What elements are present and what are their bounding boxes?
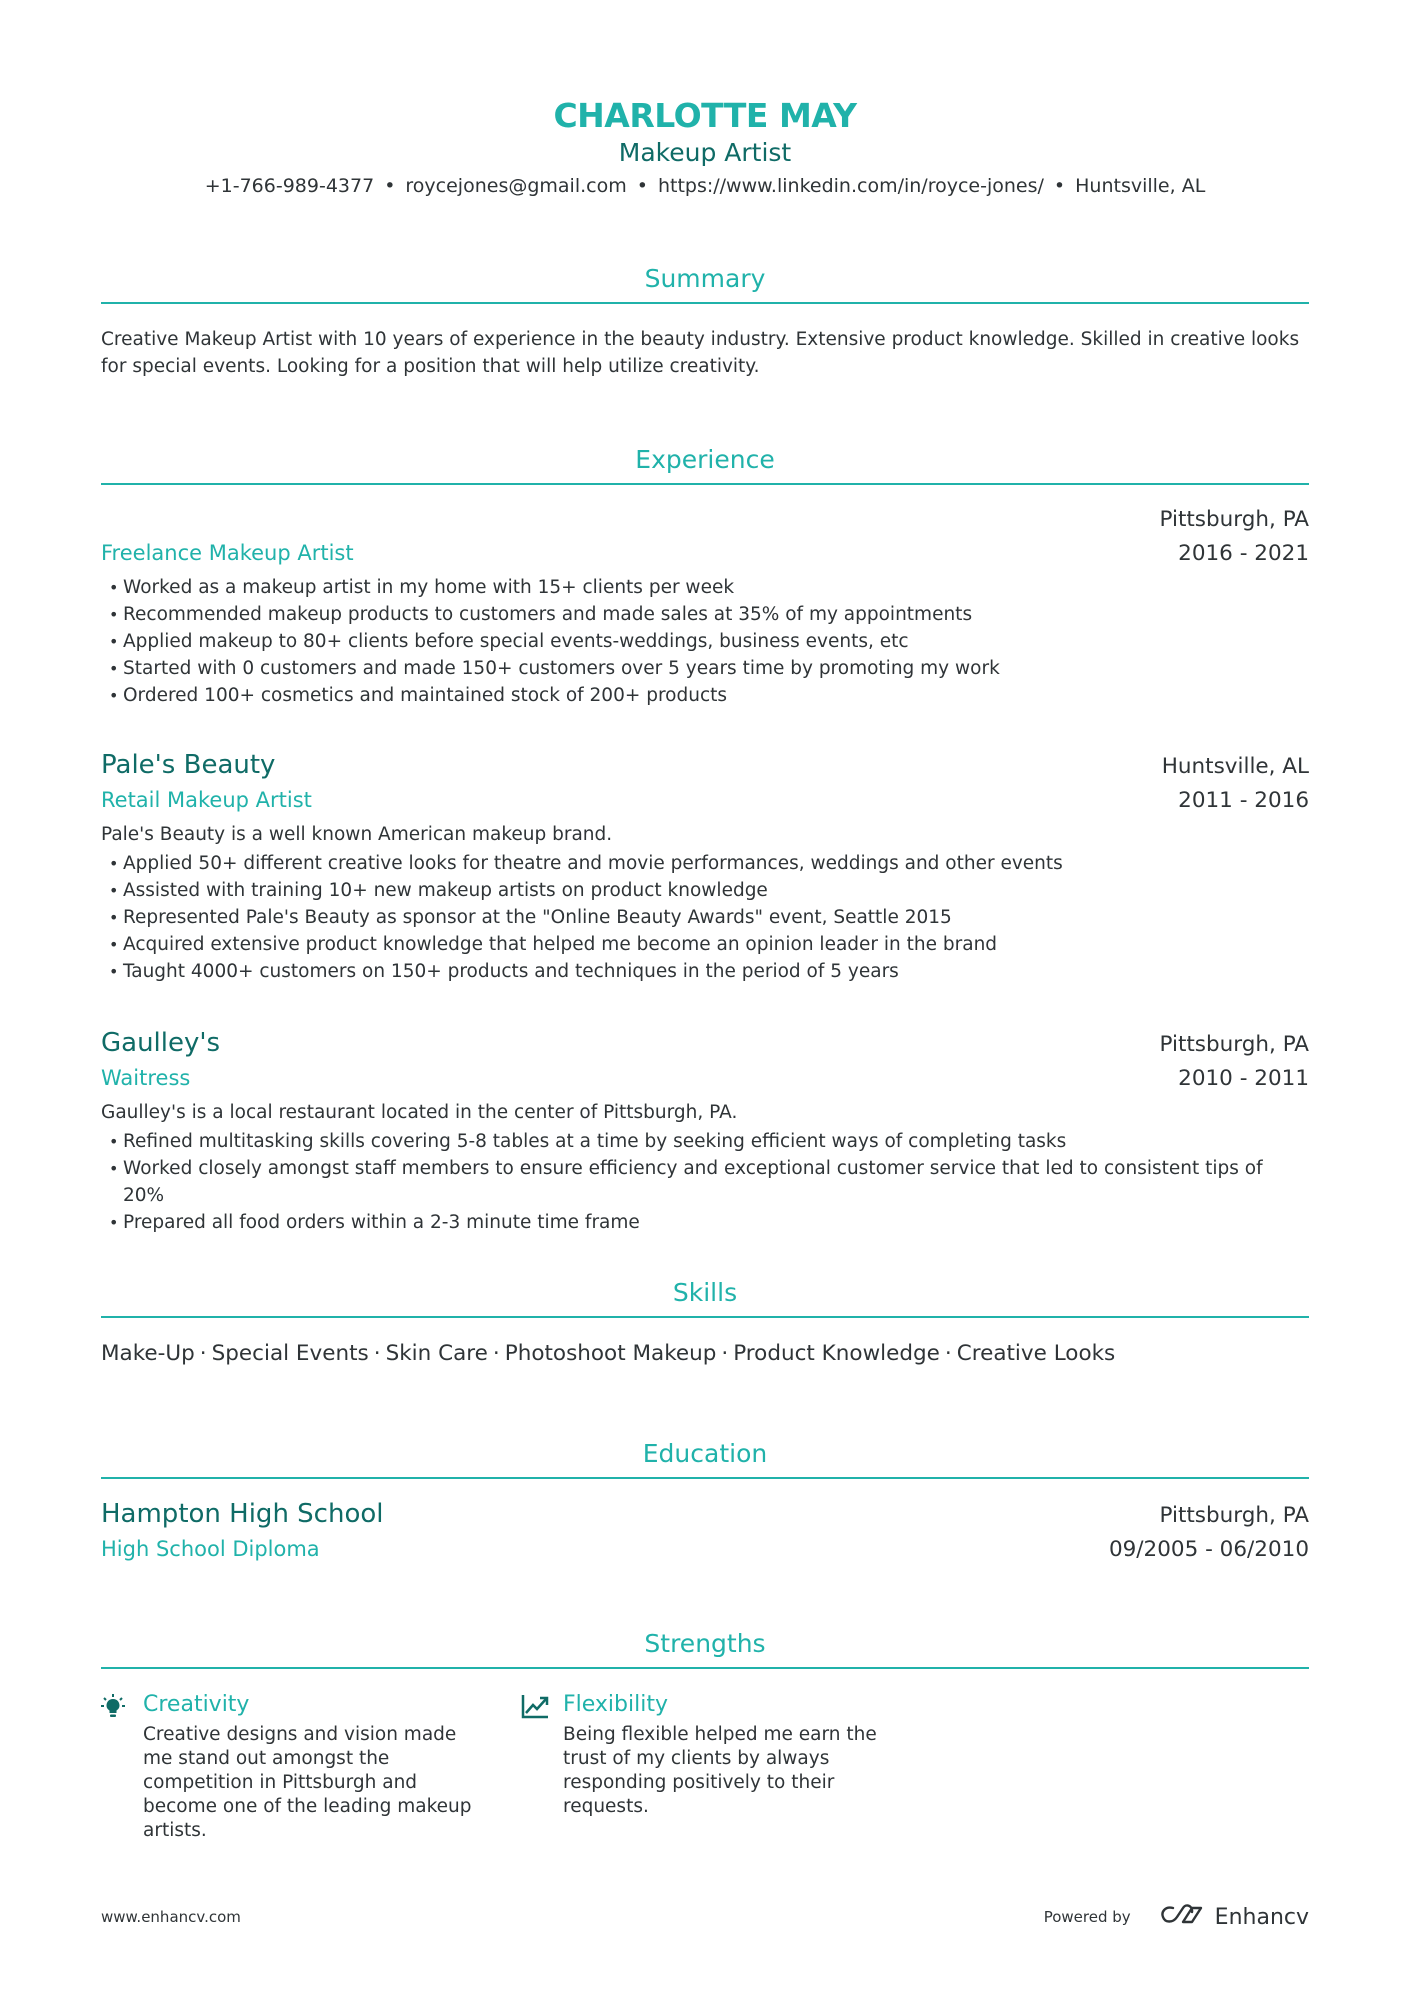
education-heading: Education xyxy=(101,1437,1309,1479)
job-dates: 2011 - 2016 xyxy=(1178,788,1309,813)
school-location: Pittsburgh, PA xyxy=(1159,1503,1309,1528)
job-bullets xyxy=(101,1128,1309,1236)
lightbulb-icon xyxy=(101,1689,143,1843)
separator-dot: · xyxy=(944,1341,952,1366)
job-dates: 2016 - 2021 xyxy=(1178,541,1309,566)
job-role: Freelance Makeup Artist xyxy=(101,541,354,565)
separator-dot: · xyxy=(721,1341,729,1366)
summary-text: Creative Makeup Artist with 10 years of experience in the beauty industry. Extensive product knowledge. Skilled in creative looks for special events. Looking for a position that will help utilize creativity. xyxy=(101,329,1300,377)
job-dates: 2010 - 2011 xyxy=(1178,1066,1309,1091)
strength-text: Being flexible helped me earn the trust of my clients by always responding positively to their requests. xyxy=(563,1724,877,1817)
job-bullets xyxy=(101,850,1309,985)
experience-heading: Experience xyxy=(101,443,1309,485)
footer-website[interactable]: www.enhancv.com xyxy=(101,1908,241,1926)
skills-list xyxy=(101,1338,1309,1370)
skill-item: Make-Up xyxy=(101,1341,195,1366)
experience-entry xyxy=(101,1026,1309,1236)
strength-item xyxy=(101,1689,521,1843)
skill-item: Product Knowledge xyxy=(733,1341,940,1366)
company-description: Pale's Beauty is a well known American makeup brand. xyxy=(101,824,613,845)
candidate-name: CHARLOTTE MAY xyxy=(553,96,857,135)
list-item: • Taught 4000+ customers on 150+ products and techniques in the period of 5 years xyxy=(101,958,1309,985)
job-role: Retail Makeup Artist xyxy=(101,788,312,812)
strength-text: Creative designs and vision made me stand out amongst the competition in Pittsburgh and become one of the leading makeup artists. xyxy=(143,1724,472,1841)
job-bullets xyxy=(101,574,1309,709)
strength-item xyxy=(521,1689,941,1843)
contact-email[interactable]: roycejones@gmail.com xyxy=(405,175,627,197)
list-item: • Ordered 100+ cosmetics and maintained stock of 200+ products xyxy=(101,682,1309,709)
contact-location: Huntsville, AL xyxy=(1075,175,1206,197)
skill-item: Creative Looks xyxy=(956,1341,1116,1366)
list-item: • Prepared all food orders within a 2-3 minute time frame xyxy=(101,1209,1309,1236)
list-item: • Started with 0 customers and made 150+ customers over 5 years time by promoting my work xyxy=(101,655,1309,682)
page-footer xyxy=(101,1904,1309,1930)
education-dates: 09/2005 - 06/2010 xyxy=(1108,1537,1309,1562)
list-item: • Applied makeup to 80+ clients before special events-weddings, business events, etc xyxy=(101,628,1309,655)
degree-name: High School Diploma xyxy=(101,1537,320,1561)
list-item: • Recommended makeup products to customers and made sales at 35% of my appointments xyxy=(101,601,1309,628)
strengths-list xyxy=(101,1689,1309,1843)
company-name: Gaulley's xyxy=(101,1028,221,1058)
summary-heading: Summary xyxy=(101,262,1309,304)
list-item: • Acquired extensive product knowledge that helped me become an opinion leader in the brand xyxy=(101,931,1309,958)
experience-entry xyxy=(101,502,1309,709)
job-location: Huntsville, AL xyxy=(1161,754,1309,779)
strength-title: Creativity xyxy=(143,1692,250,1717)
summary-section xyxy=(101,326,1309,380)
separator-dot: • xyxy=(636,175,648,197)
skill-item: Special Events xyxy=(211,1341,369,1366)
candidate-title: Makeup Artist xyxy=(618,138,792,167)
skill-item: Skin Care xyxy=(385,1341,488,1366)
list-item: • Assisted with training 10+ new makeup artists on product knowledge xyxy=(101,877,1309,904)
list-item: • Applied 50+ different creative looks for theatre and movie performances, weddings and other events xyxy=(101,850,1309,877)
strength-title: Flexibility xyxy=(563,1692,668,1717)
skills-heading: Skills xyxy=(101,1276,1309,1318)
trending-up-icon xyxy=(521,1689,563,1843)
list-item: • Worked closely amongst staff members to ensure efficiency and exceptional customer service that led to consistent tips of 20% xyxy=(101,1155,1309,1209)
brand-name: Enhancv xyxy=(1214,1904,1309,1930)
separator-dot: · xyxy=(199,1341,207,1366)
list-item: • Worked as a makeup artist in my home with 15+ clients per week xyxy=(101,574,1309,601)
contact-line xyxy=(101,172,1309,200)
separator-dot: · xyxy=(492,1341,500,1366)
job-location: Pittsburgh, PA xyxy=(1159,1032,1309,1057)
separator-dot: • xyxy=(1053,175,1066,197)
separator-dot: • xyxy=(384,175,396,197)
experience-entry xyxy=(101,748,1309,985)
separator-dot: · xyxy=(373,1341,381,1366)
education-entry xyxy=(101,1497,1309,1568)
skill-item: Photoshoot Makeup xyxy=(504,1341,717,1366)
company-description: Gaulley's is a local restaurant located in the center of Pittsburgh, PA. xyxy=(101,1102,738,1123)
list-item: • Refined multitasking skills covering 5-8 tables at a time by seeking efficient ways of completing tasks xyxy=(101,1128,1309,1155)
list-item: • Represented Pale's Beauty as sponsor at the "Online Beauty Awards" event, Seattle 2015 xyxy=(101,904,1309,931)
contact-linkedin[interactable]: https://www.linkedin.com/in/royce-jones/ xyxy=(657,175,1044,197)
powered-by-label: Powered by xyxy=(1043,1908,1131,1926)
job-role: Waitress xyxy=(101,1066,191,1090)
enhancv-logo-icon xyxy=(1159,1904,1207,1930)
footer-brand xyxy=(1044,1904,1309,1930)
company-name: Pale's Beauty xyxy=(101,750,276,780)
job-location: Pittsburgh, PA xyxy=(1159,507,1309,532)
contact-phone[interactable]: +1-766-989-4377 xyxy=(204,175,375,197)
school-name: Hampton High School xyxy=(101,1499,384,1529)
resume-header xyxy=(101,0,1309,200)
strengths-heading: Strengths xyxy=(101,1627,1309,1669)
